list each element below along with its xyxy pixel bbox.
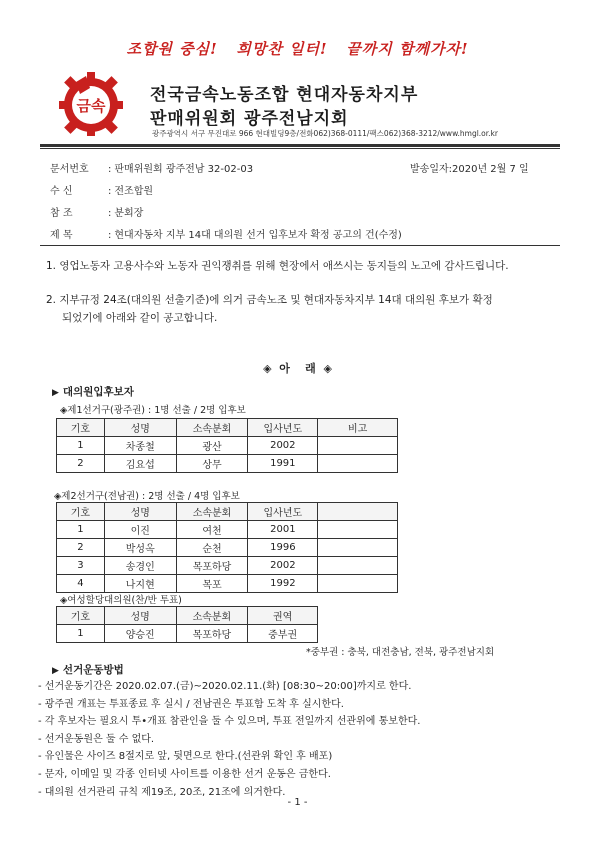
send-date: :2020년 2월 7 일	[448, 164, 529, 175]
district1-table	[56, 418, 398, 473]
table-cell: 2002	[248, 437, 318, 455]
col-header: 소속분회	[176, 607, 248, 625]
col-header: 성명	[104, 503, 176, 521]
district2-title: ◈제2선거구(전남권) : 2명 선출 / 4명 입후보	[54, 491, 240, 502]
table-cell: 중부권	[248, 625, 318, 643]
campaign-heading-text: 선거운동방법	[62, 664, 124, 676]
page-number: - 1 -	[287, 797, 308, 808]
table-cell	[318, 455, 398, 473]
paragraph-2-line2: 되었기에 아래와 같이 공고합니다.	[62, 312, 218, 324]
contact-info: 광주광역시 서구 무진대로 966 현대빌딩9층/전화062)368-0111/팩스062)368-3212/www.hmgl.or.kr	[152, 129, 498, 138]
col-header: 성명	[104, 607, 176, 625]
table-cell: 1	[57, 437, 105, 455]
candidates-heading-text: 대의원입후보자	[62, 386, 134, 398]
reference: 분회장	[114, 208, 144, 219]
district1-title: ◈제1선거구(광주권) : 1명 선출 / 2명 입후보	[60, 405, 246, 416]
table-cell: 2	[57, 539, 105, 557]
table-row	[57, 437, 398, 455]
table-header-row	[57, 607, 318, 625]
campaign-rules	[38, 678, 568, 801]
col-header: 권역	[248, 607, 318, 625]
table-cell: 1	[57, 521, 105, 539]
candidates-heading	[52, 384, 134, 399]
table-cell: 목포하당	[176, 557, 248, 575]
col-header: 소속분회	[176, 503, 248, 521]
doc-number-row: 문서번호 : 판매위원회 광주전남 32-02-03	[50, 160, 253, 175]
table-cell: 여천	[176, 521, 248, 539]
district2-table	[56, 502, 398, 593]
table-cell: 순천	[176, 539, 248, 557]
table-cell: 상무	[176, 455, 248, 473]
col-header: 기호	[57, 419, 105, 437]
table-cell	[318, 437, 398, 455]
table-cell: 차종철	[104, 437, 176, 455]
table-cell: 이진	[104, 521, 176, 539]
table-cell: 1996	[248, 539, 318, 557]
triangle-bullet-icon: ▶	[52, 388, 59, 398]
rule-item: - 선거운동원은 둘 수 없다.	[38, 733, 155, 745]
meta-divider	[40, 245, 560, 246]
table-cell: 2	[57, 455, 105, 473]
paragraph-2-line1: 2. 지부규정 24조(대의원 선출기준)에 의거 금속노조 및 현대자동차지부 14대 대의원 후보가 확정	[46, 294, 493, 306]
table-cell: 2002	[248, 557, 318, 575]
rule-item: - 각 후보자는 필요시 투•개표 참관인을 둘 수 있으며, 투표 전일까지 선관위에 통보한다.	[38, 716, 421, 728]
table-cell: 1	[57, 625, 105, 643]
table-cell: 양승진	[104, 625, 176, 643]
table-row	[57, 575, 398, 593]
recipient: 전조합원	[114, 186, 154, 197]
table-row	[57, 455, 398, 473]
col-header: 성명	[104, 419, 176, 437]
women-quota-title: ◈여성할당대의원(찬/반 투표)	[60, 595, 182, 606]
col-header: 기호	[57, 607, 105, 625]
table-cell: 2001	[248, 521, 318, 539]
send-date-row	[410, 160, 529, 175]
table-header-row	[57, 419, 398, 437]
rule-item: - 문자, 이메일 및 각종 인터넷 사이트를 이용한 선거 운동은 금한다.	[38, 768, 331, 780]
table-cell: 박성옥	[104, 539, 176, 557]
slogan: 조합원 중심! 희망찬 일터! 끝까지 함께가자!	[126, 40, 469, 58]
table-cell: 목포하당	[176, 625, 248, 643]
paragraph-1: 1. 영업노동자 고용사수와 노동자 권익쟁취를 위해 현장에서 애쓰시는 동지들의 노고에 감사드립니다.	[46, 260, 509, 272]
table-row	[57, 539, 398, 557]
col-header	[318, 503, 398, 521]
table-cell: 목포	[176, 575, 248, 593]
subject-label: 제 목	[50, 230, 73, 241]
rule-item: - 선거운동기간은 2020.02.07.(금)~2020.02.11.(화) [08:30~20:00]까지로 한다.	[38, 681, 412, 692]
logo-text: 금속	[76, 97, 106, 115]
triangle-bullet-icon: ▶	[52, 666, 59, 676]
table-cell	[318, 539, 398, 557]
table-cell: 김요섭	[104, 455, 176, 473]
col-header: 기호	[57, 503, 105, 521]
org-name-line1: 전국금속노동조합 현대자동차지부	[150, 85, 419, 105]
recipient-row: 수 신 : 전조합원	[50, 182, 153, 197]
recipient-label: 수 신	[50, 186, 73, 197]
rule-item: - 유인물은 사이즈 8절지로 앞, 뒷면으로 한다.(선관위 확인 후 배포)	[38, 751, 333, 763]
table-cell	[318, 521, 398, 539]
col-header: 입사년도	[248, 419, 318, 437]
table-cell: 광산	[176, 437, 248, 455]
table-cell	[318, 575, 398, 593]
table-cell: 1992	[248, 575, 318, 593]
table-row	[57, 521, 398, 539]
women-quota-table	[56, 606, 318, 643]
table-cell: 나지현	[104, 575, 176, 593]
rule-item: - 대의원 선거관리 규칙 제19조, 20조, 21조에 의거한다.	[38, 786, 286, 798]
table-cell	[318, 557, 398, 575]
col-header: 입사년도	[248, 503, 318, 521]
table-cell: 1991	[248, 455, 318, 473]
subject: 현대자동차 지부 14대 대의원 선거 입후보자 확정 공고의 건(수정)	[114, 230, 402, 241]
table-cell: 3	[57, 557, 105, 575]
table-row	[57, 625, 318, 643]
col-header: 비고	[318, 419, 398, 437]
table-cell: 송경인	[104, 557, 176, 575]
header-divider-thin	[40, 148, 560, 149]
header-divider	[40, 144, 560, 147]
campaign-heading	[52, 662, 124, 677]
table-header-row	[57, 503, 398, 521]
footnote: *중부권 : 충북, 대전충남, 전북, 광주전남지회	[306, 647, 495, 658]
doc-number-label: 문서번호	[50, 164, 89, 175]
doc-number: 판매위원회 광주전남 32-02-03	[114, 164, 254, 175]
col-header: 소속분회	[176, 419, 248, 437]
subject-row: 제 목 : 현대자동차 지부 14대 대의원 선거 입후보자 확정 공고의 건(수정)	[50, 226, 402, 241]
table-row	[57, 557, 398, 575]
org-name-line2: 판매위원회 광주전남지회	[150, 109, 349, 129]
table-cell: 4	[57, 575, 105, 593]
union-logo	[56, 68, 126, 138]
reference-label: 참 조	[50, 208, 73, 219]
send-date-label: 발송일자	[410, 164, 449, 175]
rule-item: - 광주권 개표는 투표종료 후 실시 / 전남권은 투표함 도착 후 실시한다.	[38, 698, 344, 710]
notice-title: ◈ 아 래 ◈	[263, 362, 332, 375]
reference-row: 참 조 : 분회장	[50, 204, 143, 219]
